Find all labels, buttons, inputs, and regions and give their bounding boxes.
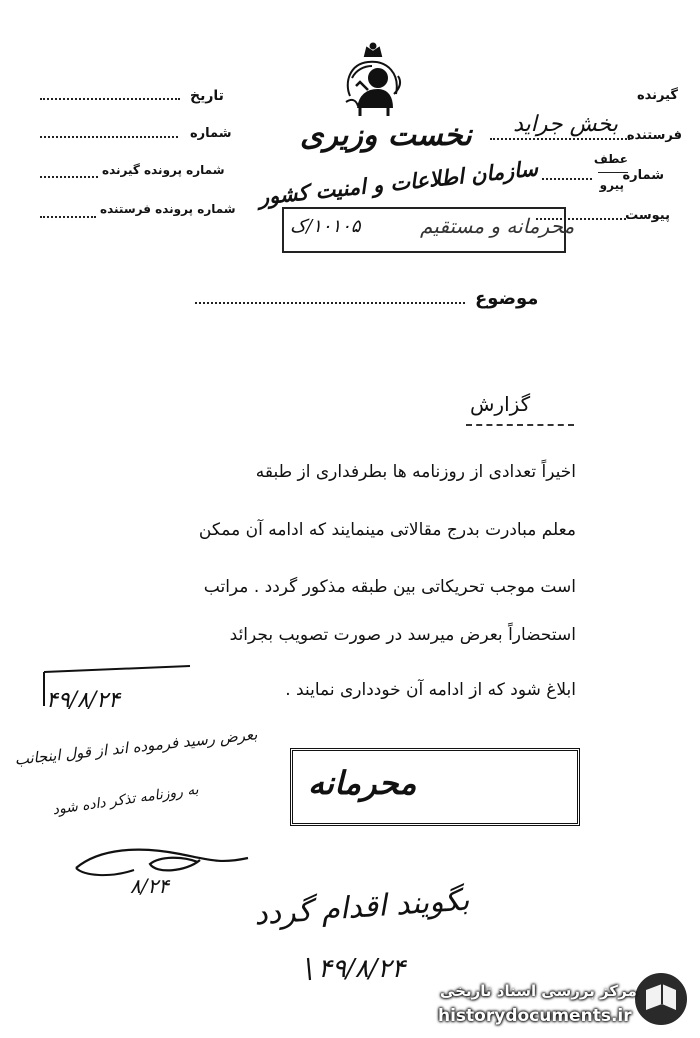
sender-dots: [490, 138, 630, 140]
report-line-5: ابلاغ شود که از ادامه آن خودداری نمایند .: [285, 680, 576, 700]
bottom-date: ۴۹/۸/۲۴: [318, 954, 406, 984]
note-line-2: به روزنامه تذکر داده شود: [51, 781, 200, 819]
sender-value: بخش جراید: [513, 112, 618, 137]
recipient-file-label: شماره پرونده گیرنده: [102, 163, 225, 177]
recipient-label: گیرنده: [636, 88, 678, 103]
sender-label: فرستنده: [626, 128, 682, 143]
date-dots: [40, 98, 180, 100]
number-divider: [598, 172, 628, 173]
number-dots: [542, 178, 592, 180]
sender-file-label: شماره پرونده فرستنده: [100, 202, 236, 216]
organization-title: سازمان اطلاعات و امنیت کشور: [257, 155, 540, 210]
sender-file-dots: [40, 216, 96, 218]
report-line-4: استحضاراً بعرض میرسد در صورت تصویب بجرائد: [229, 625, 576, 645]
watermark-title: مرکز بررسی اسناد تاریخی: [440, 982, 637, 1000]
report-line-3: است موجب تحریکاتی بین طبقه مذکور گردد . مراتب: [203, 577, 576, 597]
recipient-file-dots: [40, 176, 98, 178]
ministry-title: نخست وزیری: [300, 118, 472, 153]
number-reference-label: عطف: [593, 152, 628, 166]
date-label: تاریخ: [190, 88, 224, 104]
number-follow-label: پیرو: [599, 178, 624, 192]
confidential-stamp-main-text: محرمانه: [308, 764, 417, 802]
left-number-label: شماره: [190, 126, 232, 141]
note-line-1: بعرض رسید فرموده اند از قول اینجانب: [13, 725, 259, 769]
report-title-underline: [466, 424, 574, 426]
subject-label: موضوع: [475, 288, 539, 309]
number-label: شماره: [622, 168, 664, 183]
instruction-note: بگویند اقدام گردد: [253, 882, 471, 933]
classification-number: ۱۰۱۰۵/ک: [290, 216, 361, 237]
watermark-url: historydocuments.ir: [438, 1006, 632, 1026]
note-date: ۸/۲۴: [130, 874, 169, 898]
lion-sun-emblem-icon: [338, 42, 408, 124]
archive-logo-icon: [632, 970, 690, 1028]
confidential-stamp-top-text: محرمانه و مستقیم: [420, 214, 575, 238]
date-annotation-1: ۴۹/۸/۲۴: [46, 688, 120, 713]
report-line-1: اخیراً تعدادی از روزنامه ها بطرفداری از طبقه: [255, 462, 576, 482]
subject-dots: [195, 302, 465, 304]
report-line-2: معلم مبادرت بدرج مقالاتی مینمایند که ادامه آن ممکن: [198, 520, 576, 540]
left-number-dots: [40, 136, 178, 138]
attachment-label: پیوست: [625, 208, 670, 223]
report-title: گزارش: [470, 392, 531, 416]
